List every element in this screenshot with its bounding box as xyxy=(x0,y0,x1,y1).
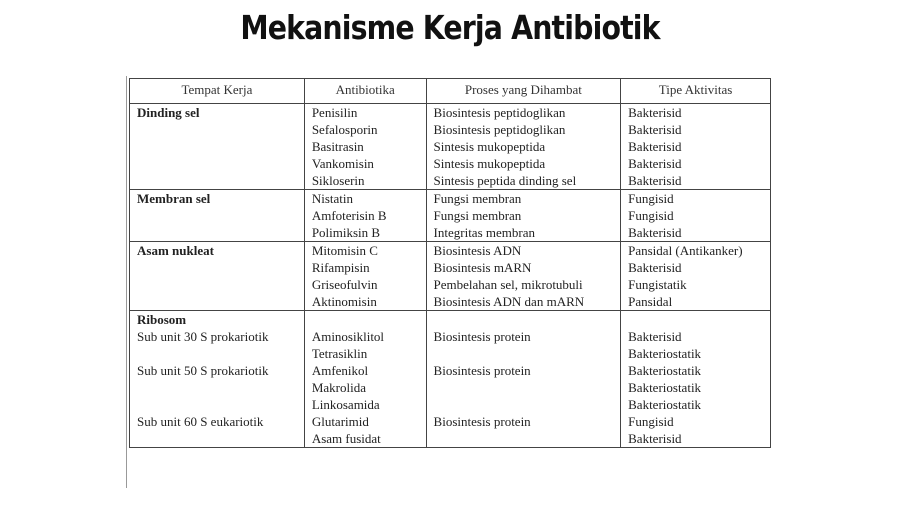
antibiotic-line: Griseofulvin xyxy=(311,277,378,292)
activity-line: Fungisid xyxy=(628,191,674,206)
site-line xyxy=(137,345,304,362)
cell-site xyxy=(130,311,305,448)
site-line xyxy=(137,396,304,413)
site-line xyxy=(137,224,304,241)
cell-activity xyxy=(621,311,771,448)
table-row xyxy=(130,242,771,311)
activity-line: Bakteriostatik xyxy=(628,380,702,395)
process-line: Sintesis mukopeptida xyxy=(433,139,546,154)
antibiotic-line: Vankomisin xyxy=(311,156,374,171)
process-line: Biosintesis protein xyxy=(433,329,531,344)
site-line xyxy=(137,155,304,172)
antibiotic-line: Glutarimid xyxy=(311,414,369,429)
antibiotic-line: Nistatin xyxy=(311,191,353,206)
site-line: Sub unit 30 S prokariotik xyxy=(137,329,269,344)
activity-line: Bakteriostatik xyxy=(628,397,702,412)
site-line xyxy=(137,172,304,189)
site-line: Ribosom xyxy=(137,312,187,327)
table-row xyxy=(130,190,771,242)
process-line: Pembelahan sel, mikrotubuli xyxy=(433,277,583,292)
activity-line: Bakterisid xyxy=(628,431,682,446)
column-header-activity: Tipe Aktivitas xyxy=(621,79,771,104)
antibiotic-line: Amfoterisin B xyxy=(311,208,387,223)
cell-antibiotic xyxy=(304,104,426,190)
site-line xyxy=(137,259,304,276)
activity-line: Bakterisid xyxy=(628,173,682,188)
cell-activity xyxy=(621,104,771,190)
cell-site xyxy=(130,190,305,242)
cell-process xyxy=(426,242,621,311)
cell-site xyxy=(130,242,305,311)
antibiotic-mechanism-table-image xyxy=(126,76,774,488)
column-header-antibiotic: Antibiotika xyxy=(304,79,426,104)
page-title: Mekanisme Kerja Antibiotik xyxy=(240,8,660,47)
activity-line: Bakterisid xyxy=(628,329,682,344)
table-row xyxy=(130,311,771,448)
cell-antibiotic xyxy=(304,190,426,242)
cell-process xyxy=(426,104,621,190)
process-line: Biosintesis ADN dan mARN xyxy=(433,294,585,309)
activity-line: Bakteriostatik xyxy=(628,346,702,361)
activity-line xyxy=(628,311,770,328)
antibiotic-line: Makrolida xyxy=(311,380,366,395)
column-header-process: Proses yang Dihambat xyxy=(426,79,621,104)
activity-line: Bakterisid xyxy=(628,260,682,275)
process-line: Biosintesis mARN xyxy=(433,260,532,275)
column-header-site: Tempat Kerja xyxy=(130,79,305,104)
antibiotic-line: Sikloserin xyxy=(311,173,365,188)
cell-process xyxy=(426,190,621,242)
activity-line: Pansidal (Antikanker) xyxy=(628,243,743,258)
process-line xyxy=(434,396,621,413)
table-header-row xyxy=(130,79,771,104)
antibiotic-line xyxy=(312,311,426,328)
process-line: Integritas membran xyxy=(433,225,535,240)
antibiotic-line: Tetrasiklin xyxy=(311,346,368,361)
process-line: Sintesis mukopeptida xyxy=(433,156,546,171)
antibiotic-line: Polimiksin B xyxy=(311,225,381,240)
antibiotic-line: Aminosiklitol xyxy=(311,329,385,344)
site-line: Asam nukleat xyxy=(137,243,214,258)
process-line xyxy=(434,430,621,447)
antibiotic-line: Aktinomisin xyxy=(311,294,377,309)
antibiotic-line: Amfenikol xyxy=(311,363,369,378)
cell-activity xyxy=(621,190,771,242)
cell-antibiotic xyxy=(304,311,426,448)
antibiotic-mechanism-table xyxy=(129,78,771,448)
activity-line: Fungistatik xyxy=(628,277,687,292)
activity-line: Bakterisid xyxy=(628,225,682,240)
antibiotic-line: Sefalosporin xyxy=(311,122,378,137)
cell-antibiotic xyxy=(304,242,426,311)
site-line: Membran sel xyxy=(137,191,211,206)
site-line xyxy=(137,138,304,155)
site-line xyxy=(137,293,304,310)
cell-process xyxy=(426,311,621,448)
activity-line: Bakteriostatik xyxy=(628,363,702,378)
process-line: Biosintesis protein xyxy=(433,414,531,429)
process-line: Fungsi membran xyxy=(433,208,522,223)
cell-activity xyxy=(621,242,771,311)
process-line: Biosintesis ADN xyxy=(433,243,522,258)
activity-line: Fungisid xyxy=(628,414,674,429)
antibiotic-line: Basitrasin xyxy=(311,139,364,154)
antibiotic-line: Asam fusidat xyxy=(311,431,381,446)
antibiotic-line: Rifampisin xyxy=(311,260,370,275)
activity-line: Bakterisid xyxy=(628,122,682,137)
cell-site xyxy=(130,104,305,190)
antibiotic-line: Mitomisin C xyxy=(311,243,378,258)
process-line xyxy=(434,379,621,396)
site-line xyxy=(137,379,304,396)
activity-line: Pansidal xyxy=(628,294,673,309)
site-line: Dinding sel xyxy=(137,105,200,120)
activity-line: Fungisid xyxy=(628,208,674,223)
site-line: Sub unit 60 S eukariotik xyxy=(137,414,264,429)
process-line: Fungsi membran xyxy=(433,191,522,206)
scan-edge-line xyxy=(126,76,127,488)
process-line xyxy=(434,345,621,362)
antibiotic-line: Penisilin xyxy=(311,105,358,120)
process-line: Biosintesis peptidoglikan xyxy=(433,105,566,120)
process-line: Biosintesis peptidoglikan xyxy=(433,122,566,137)
site-line xyxy=(137,207,304,224)
site-line xyxy=(137,121,304,138)
activity-line: Bakterisid xyxy=(628,139,682,154)
site-line: Sub unit 50 S prokariotik xyxy=(137,363,269,378)
site-line xyxy=(137,430,304,447)
process-line: Biosintesis protein xyxy=(433,363,531,378)
process-line: Sintesis peptida dinding sel xyxy=(433,173,577,188)
activity-line: Bakterisid xyxy=(628,105,682,120)
table-body xyxy=(130,104,771,448)
process-line xyxy=(434,311,621,328)
antibiotic-line: Linkosamida xyxy=(311,397,380,412)
table-row xyxy=(130,104,771,190)
activity-line: Bakterisid xyxy=(628,156,682,171)
site-line xyxy=(137,276,304,293)
